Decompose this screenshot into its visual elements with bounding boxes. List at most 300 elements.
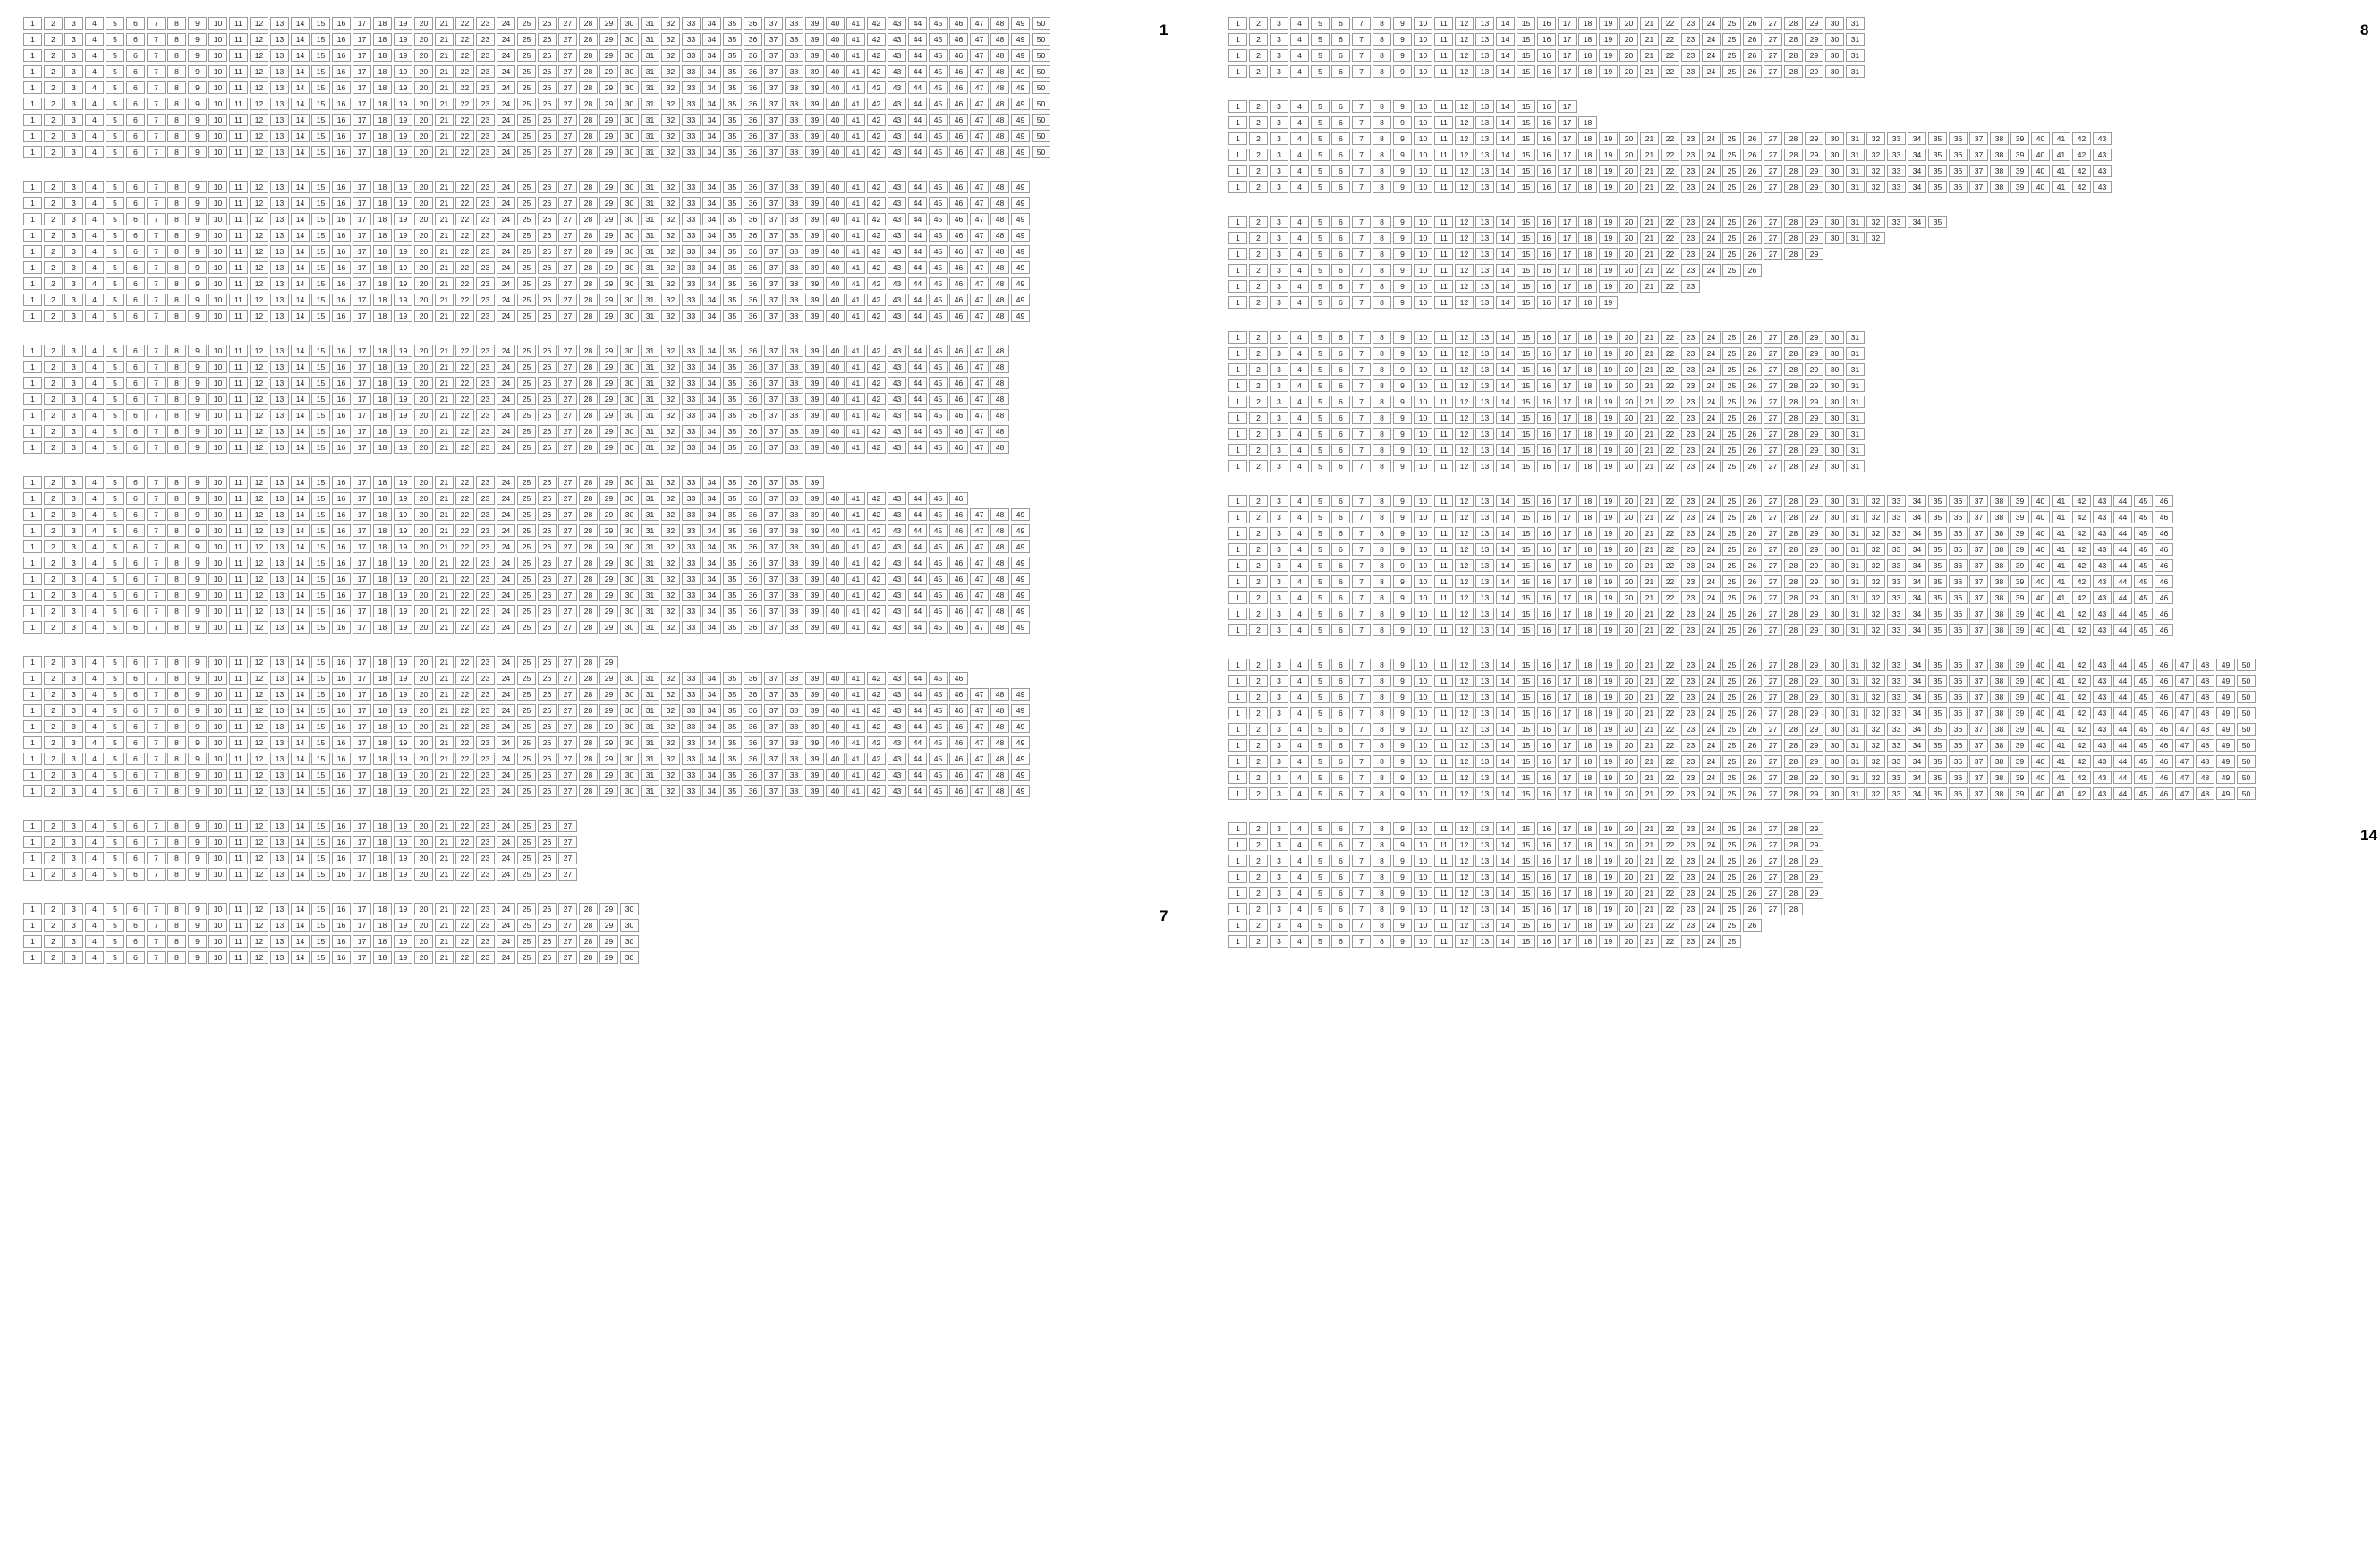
grid-cell[interactable]: 46 (2155, 495, 2173, 507)
grid-cell[interactable]: 7 (147, 409, 166, 421)
grid-cell[interactable]: 31 (1846, 65, 1865, 78)
grid-cell[interactable]: 2 (1249, 65, 1268, 78)
grid-cell[interactable]: 4 (1290, 919, 1309, 932)
grid-cell[interactable]: 39 (805, 213, 824, 225)
grid-cell[interactable]: 17 (353, 229, 371, 242)
grid-cell[interactable]: 12 (250, 393, 268, 405)
grid-cell[interactable]: 16 (332, 557, 351, 569)
grid-cell[interactable]: 33 (682, 441, 701, 454)
grid-cell[interactable]: 33 (682, 181, 701, 193)
grid-cell[interactable]: 20 (414, 277, 433, 290)
grid-cell[interactable]: 31 (641, 704, 659, 717)
grid-cell[interactable]: 28 (1784, 444, 1803, 456)
grid-cell[interactable]: 28 (1784, 822, 1803, 835)
grid-cell[interactable]: 40 (826, 557, 845, 569)
grid-cell[interactable]: 29 (599, 409, 618, 421)
grid-cell[interactable]: 9 (188, 146, 207, 158)
grid-cell[interactable]: 38 (785, 688, 803, 701)
grid-cell[interactable]: 8 (1373, 181, 1391, 193)
grid-cell[interactable]: 26 (1743, 919, 1762, 932)
grid-cell[interactable]: 16 (332, 524, 351, 537)
grid-cell[interactable]: 2 (1249, 428, 1268, 440)
grid-cell[interactable]: 49 (1011, 736, 1030, 749)
grid-cell[interactable]: 6 (126, 672, 145, 685)
grid-cell[interactable]: 8 (167, 197, 186, 209)
grid-cell[interactable]: 12 (250, 49, 268, 62)
grid-cell[interactable]: 18 (1578, 460, 1597, 472)
grid-cell[interactable]: 3 (1270, 495, 1288, 507)
grid-cell[interactable]: 39 (2010, 675, 2029, 687)
grid-cell[interactable]: 20 (1619, 460, 1638, 472)
grid-cell[interactable]: 2 (1249, 363, 1268, 376)
grid-cell[interactable]: 6 (126, 98, 145, 110)
grid-cell[interactable]: 47 (970, 393, 989, 405)
grid-cell[interactable]: 23 (1681, 17, 1700, 30)
grid-cell[interactable]: 20 (414, 181, 433, 193)
grid-cell[interactable]: 22 (1661, 511, 1679, 523)
grid-cell[interactable]: 18 (373, 753, 392, 765)
grid-cell[interactable]: 8 (1373, 296, 1391, 309)
grid-cell[interactable]: 48 (990, 245, 1009, 258)
grid-cell[interactable]: 47 (970, 81, 989, 94)
grid-cell[interactable]: 10 (208, 589, 227, 601)
grid-cell[interactable]: 28 (1784, 511, 1803, 523)
grid-cell[interactable]: 37 (1969, 527, 1988, 540)
grid-cell[interactable]: 19 (1599, 216, 1618, 228)
grid-cell[interactable]: 11 (1434, 396, 1453, 408)
grid-cell[interactable]: 27 (558, 277, 577, 290)
grid-cell[interactable]: 36 (744, 492, 762, 505)
grid-cell[interactable]: 17 (353, 197, 371, 209)
grid-cell[interactable]: 22 (455, 476, 474, 489)
grid-cell[interactable]: 1 (1228, 460, 1247, 472)
grid-cell[interactable]: 16 (1537, 216, 1556, 228)
grid-cell[interactable]: 12 (250, 540, 268, 553)
grid-cell[interactable]: 41 (2052, 723, 2070, 736)
grid-cell[interactable]: 48 (990, 114, 1009, 126)
grid-cell[interactable]: 29 (599, 361, 618, 373)
grid-cell[interactable]: 32 (1866, 707, 1885, 719)
grid-cell[interactable]: 39 (805, 17, 824, 30)
grid-cell[interactable]: 12 (250, 903, 268, 915)
grid-cell[interactable]: 29 (599, 736, 618, 749)
grid-cell[interactable]: 9 (1393, 887, 1412, 899)
grid-cell[interactable]: 10 (1414, 659, 1432, 671)
grid-cell[interactable]: 4 (85, 524, 104, 537)
grid-cell[interactable]: 4 (1290, 675, 1309, 687)
grid-cell[interactable]: 16 (1537, 675, 1556, 687)
grid-cell[interactable]: 21 (1640, 331, 1659, 344)
grid-cell[interactable]: 2 (1249, 511, 1268, 523)
grid-cell[interactable]: 20 (1619, 132, 1638, 145)
grid-cell[interactable]: 9 (1393, 822, 1412, 835)
grid-cell[interactable]: 25 (517, 229, 536, 242)
grid-cell[interactable]: 3 (1270, 608, 1288, 620)
grid-cell[interactable]: 20 (1619, 248, 1638, 260)
grid-cell[interactable]: 12 (250, 621, 268, 634)
grid-cell[interactable]: 8 (1373, 17, 1391, 30)
grid-cell[interactable]: 30 (620, 81, 639, 94)
grid-cell[interactable]: 20 (1619, 624, 1638, 636)
grid-cell[interactable]: 29 (1805, 887, 1823, 899)
grid-cell[interactable]: 22 (1661, 232, 1679, 244)
grid-cell[interactable]: 35 (723, 589, 742, 601)
grid-cell[interactable]: 3 (64, 476, 83, 489)
grid-cell[interactable]: 8 (1373, 460, 1391, 472)
grid-cell[interactable]: 4 (1290, 116, 1309, 129)
grid-cell[interactable]: 23 (1681, 659, 1700, 671)
grid-cell[interactable]: 2 (44, 540, 63, 553)
grid-cell[interactable]: 5 (106, 245, 124, 258)
grid-cell[interactable]: 19 (394, 621, 412, 634)
grid-cell[interactable]: 50 (1032, 130, 1050, 142)
grid-cell[interactable]: 13 (270, 114, 289, 126)
grid-cell[interactable]: 43 (2093, 659, 2112, 671)
grid-cell[interactable]: 26 (538, 524, 557, 537)
grid-cell[interactable]: 1 (23, 836, 42, 848)
grid-cell[interactable]: 38 (785, 345, 803, 357)
grid-cell[interactable]: 20 (1619, 755, 1638, 768)
grid-cell[interactable]: 14 (1496, 675, 1515, 687)
grid-cell[interactable]: 13 (1475, 691, 1494, 703)
grid-cell[interactable]: 25 (517, 409, 536, 421)
grid-cell[interactable]: 46 (949, 557, 968, 569)
grid-cell[interactable]: 34 (702, 441, 721, 454)
grid-cell[interactable]: 41 (846, 720, 865, 733)
grid-cell[interactable]: 16 (1537, 100, 1556, 113)
grid-cell[interactable]: 19 (394, 17, 412, 30)
grid-cell[interactable]: 35 (1928, 691, 1947, 703)
grid-cell[interactable]: 8 (1373, 511, 1391, 523)
grid-cell[interactable]: 18 (1578, 511, 1597, 523)
grid-cell[interactable]: 11 (229, 441, 248, 454)
grid-cell[interactable]: 35 (723, 98, 742, 110)
grid-cell[interactable]: 43 (888, 425, 906, 438)
grid-cell[interactable]: 10 (1414, 165, 1432, 177)
grid-cell[interactable]: 36 (744, 65, 762, 78)
grid-cell[interactable]: 5 (106, 621, 124, 634)
grid-cell[interactable]: 43 (888, 557, 906, 569)
grid-cell[interactable]: 18 (373, 508, 392, 521)
grid-cell[interactable]: 22 (1661, 149, 1679, 161)
grid-cell[interactable]: 29 (1805, 248, 1823, 260)
grid-cell[interactable]: 5 (1311, 707, 1330, 719)
grid-cell[interactable]: 30 (1825, 412, 1844, 424)
grid-cell[interactable]: 24 (497, 81, 515, 94)
grid-cell[interactable]: 24 (497, 688, 515, 701)
grid-cell[interactable]: 28 (579, 785, 598, 797)
grid-cell[interactable]: 35 (723, 492, 742, 505)
grid-cell[interactable]: 34 (702, 277, 721, 290)
grid-cell[interactable]: 22 (1661, 347, 1679, 360)
grid-cell[interactable]: 17 (1558, 33, 1577, 46)
grid-cell[interactable]: 17 (1558, 675, 1577, 687)
grid-cell[interactable]: 3 (1270, 379, 1288, 392)
grid-cell[interactable]: 9 (188, 935, 207, 948)
grid-cell[interactable]: 10 (1414, 65, 1432, 78)
grid-cell[interactable]: 49 (1011, 621, 1030, 634)
grid-cell[interactable]: 34 (702, 130, 721, 142)
grid-cell[interactable]: 5 (1311, 17, 1330, 30)
grid-cell[interactable]: 23 (476, 919, 495, 932)
grid-cell[interactable]: 49 (2216, 723, 2235, 736)
grid-cell[interactable]: 16 (1537, 707, 1556, 719)
grid-cell[interactable]: 26 (538, 753, 557, 765)
grid-cell[interactable]: 21 (1640, 363, 1659, 376)
grid-cell[interactable]: 15 (1517, 822, 1535, 835)
grid-cell[interactable]: 34 (702, 197, 721, 209)
grid-cell[interactable]: 27 (558, 769, 577, 781)
grid-cell[interactable]: 15 (311, 557, 330, 569)
grid-cell[interactable]: 8 (167, 688, 186, 701)
grid-cell[interactable]: 22 (455, 81, 474, 94)
grid-cell[interactable]: 39 (805, 229, 824, 242)
grid-cell[interactable]: 32 (1866, 527, 1885, 540)
grid-cell[interactable]: 1 (23, 409, 42, 421)
grid-cell[interactable]: 14 (291, 345, 310, 357)
grid-cell[interactable]: 5 (1311, 675, 1330, 687)
grid-cell[interactable]: 5 (106, 704, 124, 717)
grid-cell[interactable]: 24 (1702, 49, 1721, 62)
grid-cell[interactable]: 40 (2031, 132, 2050, 145)
grid-cell[interactable]: 14 (291, 49, 310, 62)
grid-cell[interactable]: 15 (311, 393, 330, 405)
grid-cell[interactable]: 43 (888, 605, 906, 617)
grid-cell[interactable]: 32 (661, 769, 680, 781)
grid-cell[interactable]: 12 (250, 476, 268, 489)
grid-cell[interactable]: 47 (2175, 723, 2194, 736)
grid-cell[interactable]: 2 (1249, 787, 1268, 800)
grid-cell[interactable]: 31 (1846, 723, 1865, 736)
grid-cell[interactable]: 19 (1599, 608, 1618, 620)
grid-cell[interactable]: 48 (990, 704, 1009, 717)
grid-cell[interactable]: 9 (1393, 935, 1412, 948)
grid-cell[interactable]: 23 (1681, 887, 1700, 899)
grid-cell[interactable]: 24 (1702, 232, 1721, 244)
grid-cell[interactable]: 6 (1331, 723, 1350, 736)
grid-cell[interactable]: 49 (1011, 589, 1030, 601)
grid-cell[interactable]: 6 (1331, 787, 1350, 800)
grid-cell[interactable]: 5 (1311, 755, 1330, 768)
grid-cell[interactable]: 24 (497, 573, 515, 585)
grid-cell[interactable]: 18 (373, 441, 392, 454)
grid-cell[interactable]: 43 (2093, 165, 2112, 177)
grid-cell[interactable]: 33 (1887, 723, 1906, 736)
grid-cell[interactable]: 10 (208, 769, 227, 781)
grid-cell[interactable]: 15 (1517, 838, 1535, 851)
grid-cell[interactable]: 44 (2113, 624, 2132, 636)
grid-cell[interactable]: 22 (1661, 903, 1679, 915)
grid-cell[interactable]: 47 (2175, 755, 2194, 768)
grid-cell[interactable]: 17 (1558, 181, 1577, 193)
grid-cell[interactable]: 36 (1949, 771, 1968, 784)
grid-cell[interactable]: 37 (764, 409, 783, 421)
grid-cell[interactable]: 29 (1805, 444, 1823, 456)
grid-cell[interactable]: 42 (2072, 543, 2091, 556)
grid-cell[interactable]: 7 (1352, 165, 1371, 177)
grid-cell[interactable]: 24 (1702, 787, 1721, 800)
grid-cell[interactable]: 45 (2134, 691, 2153, 703)
grid-cell[interactable]: 25 (517, 919, 536, 932)
grid-cell[interactable]: 19 (1599, 691, 1618, 703)
grid-cell[interactable]: 21 (1640, 17, 1659, 30)
grid-cell[interactable]: 31 (641, 589, 659, 601)
grid-cell[interactable]: 36 (1949, 181, 1968, 193)
grid-cell[interactable]: 34 (702, 573, 721, 585)
grid-cell[interactable]: 19 (1599, 149, 1618, 161)
grid-cell[interactable]: 50 (2237, 723, 2256, 736)
grid-cell[interactable]: 8 (1373, 707, 1391, 719)
grid-cell[interactable]: 6 (126, 492, 145, 505)
grid-cell[interactable]: 48 (990, 720, 1009, 733)
grid-cell[interactable]: 30 (620, 409, 639, 421)
grid-cell[interactable]: 1 (23, 951, 42, 964)
grid-cell[interactable]: 44 (908, 17, 927, 30)
grid-cell[interactable]: 3 (64, 820, 83, 832)
grid-cell[interactable]: 46 (949, 441, 968, 454)
grid-cell[interactable]: 27 (1764, 216, 1782, 228)
grid-cell[interactable]: 33 (1887, 659, 1906, 671)
grid-cell[interactable]: 5 (106, 935, 124, 948)
grid-cell[interactable]: 30 (620, 393, 639, 405)
grid-cell[interactable]: 14 (1496, 495, 1515, 507)
grid-cell[interactable]: 8 (167, 361, 186, 373)
grid-cell[interactable]: 48 (990, 621, 1009, 634)
grid-cell[interactable]: 3 (1270, 559, 1288, 572)
grid-cell[interactable]: 31 (1846, 396, 1865, 408)
grid-cell[interactable]: 33 (1887, 511, 1906, 523)
grid-cell[interactable]: 12 (250, 261, 268, 274)
grid-cell[interactable]: 9 (188, 573, 207, 585)
grid-cell[interactable]: 6 (1331, 771, 1350, 784)
grid-cell[interactable]: 31 (641, 508, 659, 521)
grid-cell[interactable]: 5 (1311, 165, 1330, 177)
grid-cell[interactable]: 7 (1352, 296, 1371, 309)
grid-cell[interactable]: 21 (1640, 787, 1659, 800)
grid-cell[interactable]: 20 (414, 425, 433, 438)
grid-cell[interactable]: 42 (2072, 659, 2091, 671)
grid-cell[interactable]: 50 (2237, 659, 2256, 671)
grid-cell[interactable]: 20 (1619, 428, 1638, 440)
grid-cell[interactable]: 8 (167, 656, 186, 668)
grid-cell[interactable]: 4 (1290, 460, 1309, 472)
grid-cell[interactable]: 1 (23, 114, 42, 126)
grid-cell[interactable]: 32 (661, 361, 680, 373)
grid-cell[interactable]: 31 (1846, 591, 1865, 604)
grid-cell[interactable]: 21 (435, 753, 454, 765)
grid-cell[interactable]: 21 (435, 868, 454, 881)
grid-cell[interactable]: 30 (1825, 396, 1844, 408)
grid-cell[interactable]: 13 (1475, 149, 1494, 161)
grid-cell[interactable]: 16 (1537, 935, 1556, 948)
grid-cell[interactable]: 23 (1681, 739, 1700, 752)
grid-cell[interactable]: 23 (1681, 543, 1700, 556)
grid-cell[interactable]: 23 (476, 33, 495, 46)
grid-cell[interactable]: 19 (1599, 903, 1618, 915)
grid-cell[interactable]: 32 (1866, 755, 1885, 768)
grid-cell[interactable]: 42 (2072, 165, 2091, 177)
grid-cell[interactable]: 20 (1619, 575, 1638, 588)
grid-cell[interactable]: 8 (1373, 412, 1391, 424)
grid-cell[interactable]: 21 (1640, 871, 1659, 883)
grid-cell[interactable]: 7 (1352, 232, 1371, 244)
grid-cell[interactable]: 32 (661, 409, 680, 421)
grid-cell[interactable]: 3 (1270, 412, 1288, 424)
grid-cell[interactable]: 8 (1373, 65, 1391, 78)
grid-cell[interactable]: 2 (44, 753, 63, 765)
grid-cell[interactable]: 26 (538, 540, 557, 553)
grid-cell[interactable]: 6 (1331, 691, 1350, 703)
grid-cell[interactable]: 41 (846, 508, 865, 521)
grid-cell[interactable]: 39 (805, 736, 824, 749)
grid-cell[interactable]: 5 (106, 277, 124, 290)
grid-cell[interactable]: 27 (1764, 659, 1782, 671)
grid-cell[interactable]: 24 (1702, 495, 1721, 507)
grid-cell[interactable]: 38 (785, 98, 803, 110)
grid-cell[interactable]: 4 (1290, 216, 1309, 228)
grid-cell[interactable]: 21 (435, 785, 454, 797)
grid-cell[interactable]: 1 (23, 294, 42, 306)
grid-cell[interactable]: 12 (1455, 919, 1474, 932)
grid-cell[interactable]: 5 (1311, 822, 1330, 835)
grid-cell[interactable]: 40 (826, 294, 845, 306)
grid-cell[interactable]: 46 (949, 33, 968, 46)
grid-cell[interactable]: 32 (661, 345, 680, 357)
grid-cell[interactable]: 12 (250, 753, 268, 765)
grid-cell[interactable]: 17 (1558, 49, 1577, 62)
grid-cell[interactable]: 20 (414, 836, 433, 848)
grid-cell[interactable]: 7 (147, 672, 166, 685)
grid-cell[interactable]: 1 (1228, 363, 1247, 376)
grid-cell[interactable]: 23 (1681, 624, 1700, 636)
grid-cell[interactable]: 36 (1949, 575, 1968, 588)
grid-cell[interactable]: 45 (929, 720, 948, 733)
grid-cell[interactable]: 10 (208, 903, 227, 915)
grid-cell[interactable]: 19 (394, 605, 412, 617)
grid-cell[interactable]: 18 (373, 605, 392, 617)
grid-cell[interactable]: 19 (1599, 65, 1618, 78)
grid-cell[interactable]: 42 (867, 377, 886, 389)
grid-cell[interactable]: 22 (455, 785, 474, 797)
grid-cell[interactable]: 25 (1722, 495, 1741, 507)
grid-cell[interactable]: 10 (208, 181, 227, 193)
grid-cell[interactable]: 22 (455, 361, 474, 373)
grid-cell[interactable]: 43 (888, 229, 906, 242)
grid-cell[interactable]: 22 (1661, 723, 1679, 736)
grid-cell[interactable]: 34 (702, 672, 721, 685)
grid-cell[interactable]: 28 (1784, 838, 1803, 851)
grid-cell[interactable]: 33 (682, 361, 701, 373)
grid-cell[interactable]: 45 (2134, 787, 2153, 800)
grid-cell[interactable]: 13 (1475, 396, 1494, 408)
grid-cell[interactable]: 18 (373, 49, 392, 62)
grid-cell[interactable]: 7 (147, 868, 166, 881)
grid-cell[interactable]: 40 (826, 704, 845, 717)
grid-cell[interactable]: 7 (1352, 17, 1371, 30)
grid-cell[interactable]: 43 (2093, 739, 2112, 752)
grid-cell[interactable]: 37 (764, 492, 783, 505)
grid-cell[interactable]: 25 (517, 425, 536, 438)
grid-cell[interactable]: 26 (1743, 264, 1762, 277)
grid-cell[interactable]: 5 (1311, 608, 1330, 620)
grid-cell[interactable]: 9 (188, 540, 207, 553)
grid-cell[interactable]: 26 (538, 114, 557, 126)
grid-cell[interactable]: 7 (147, 540, 166, 553)
grid-cell[interactable]: 18 (1578, 280, 1597, 293)
grid-cell[interactable]: 27 (558, 656, 577, 668)
grid-cell[interactable]: 10 (208, 81, 227, 94)
grid-cell[interactable]: 8 (1373, 838, 1391, 851)
